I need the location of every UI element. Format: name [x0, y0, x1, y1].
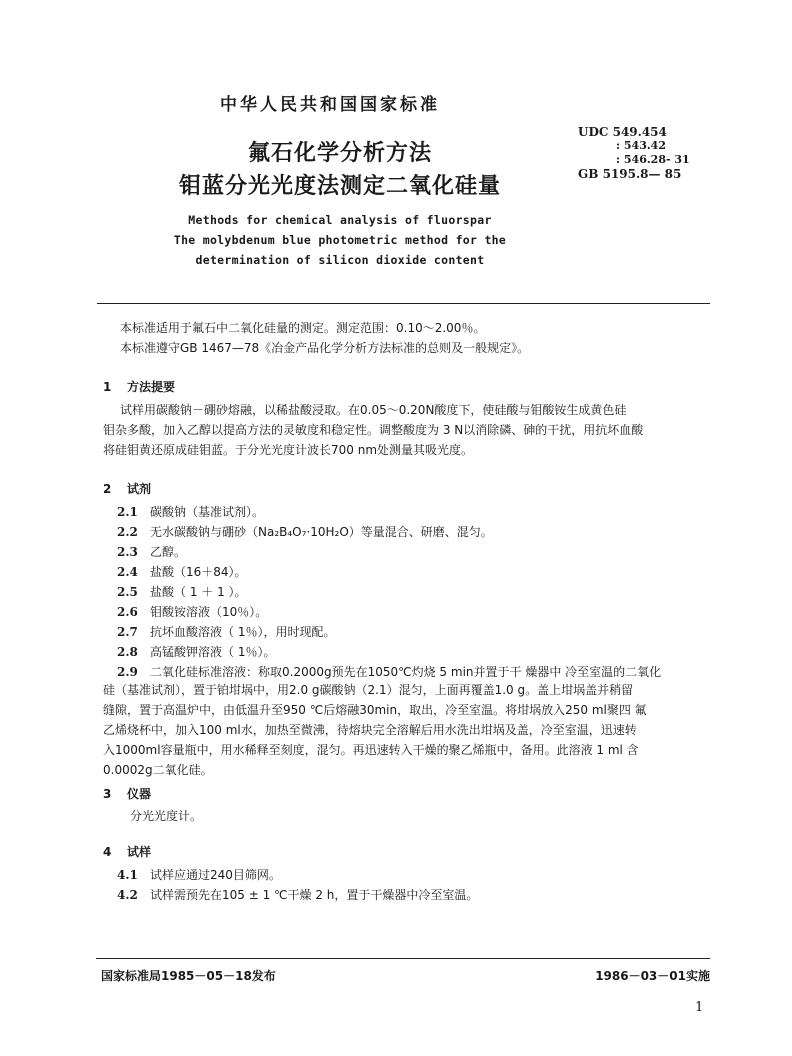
item-text: 盐酸（ 1 ＋ 1 ）。: [150, 585, 247, 599]
udc-line: : 543.42: [616, 139, 666, 152]
item-text: 钼酸铵溶液（10％）。: [150, 605, 268, 619]
item-number: 2.7: [117, 625, 138, 639]
section-title: 仪器: [127, 787, 152, 801]
item-number: 4.1: [117, 868, 138, 882]
section-4-heading: [103, 843, 151, 860]
item-number: 2.9: [117, 665, 138, 679]
reagent-item: [117, 563, 247, 580]
section-number: 3: [103, 787, 112, 801]
title-cn-line2: 钼蓝分光光度法测定二氧化硅量: [178, 174, 501, 199]
reagent-item: [117, 603, 267, 620]
item-number: 2.6: [117, 605, 138, 619]
reagent-item: [117, 523, 493, 540]
item-number: 4.2: [117, 888, 138, 902]
intro-scope: 本标准适用于氟石中二氧化硅量的测定。测定范围：0.10～2.00％。: [120, 321, 486, 335]
reagent-2-9-line: 硅（基准试剂），置于铂坩埚中，用2.0 g碳酸钠（2.1）混匀，上面再覆盖1.0 g。盖上坩埚盖并稍留: [103, 683, 634, 697]
item-number: 2.3: [117, 545, 138, 559]
item-text: 二氧化硅标准溶液：称取0.2000g预先在1050℃灼烧 5 min并置于干 燥器中 冷至室温的二氧化: [150, 665, 662, 679]
sample-item: [117, 866, 281, 883]
reagent-item: [117, 503, 264, 520]
item-text: 碳酸钠（基准试剂）。: [150, 505, 265, 519]
item-text: 高锰酸钾溶液（ 1％）。: [150, 645, 276, 659]
title-en-line2: The molybdenum blue photometric method for the: [173, 233, 507, 247]
reagent-2-9-line: 缝隙，置于高温炉中，由低温升至950 ℃后熔融30min，取出，冷至室温。将坩埚放入250 ml聚四 氟: [103, 703, 647, 717]
section-3-text: 分光光度计。: [130, 809, 203, 823]
reagent-item: [117, 543, 186, 560]
intro-compliance: 本标准遵守GB 1467—78《冶金产品化学分析方法标准的总则及一般规定》。: [120, 341, 530, 355]
udc-line: : 546.28- 31: [616, 153, 690, 166]
udc-line: UDC 549.454: [578, 125, 667, 139]
reagent-item: [117, 583, 247, 600]
reagent-2-9-line: 乙烯烧杯中，加入100 ml水，加热至微沸，待熔块完全溶解后用水洗出坩埚及盖，冷至室温，迅速转: [103, 723, 637, 737]
sample-item: [117, 886, 478, 903]
item-number: 2.2: [117, 525, 138, 539]
section-1-heading: [103, 378, 175, 395]
title-cn-line1: 氟石化学分析方法: [247, 141, 432, 166]
section-number: 4: [103, 845, 112, 859]
item-text: 抗坏血酸溶液（ 1％），用时现配。: [150, 625, 336, 639]
effective-date: 1986－03－01实施: [595, 969, 710, 983]
item-number: 2.1: [117, 505, 138, 519]
section-title: 试样: [127, 845, 152, 859]
item-text: 试样需预先在105 ± 1 ℃干燥 2 h，置于干燥器中冷至室温。: [150, 888, 479, 902]
footer-divider: [96, 958, 710, 959]
section-1-line: 将硅钼黄还原成硅钼蓝。于分光光度计波长700 nm处测量其吸光度。: [103, 443, 474, 457]
reagent-2-9-line: 0.0002g二氧化硅。: [103, 763, 213, 777]
page-number: 1: [695, 1000, 704, 1015]
section-number: 2: [103, 482, 112, 496]
item-text: 盐酸（16＋84）。: [150, 565, 247, 579]
item-number: 2.8: [117, 645, 138, 659]
reagent-item: [117, 643, 275, 660]
section-title: 试剂: [127, 482, 152, 496]
section-title: 方法提要: [127, 380, 176, 394]
title-en-line3: determination of silicon dioxide content: [195, 253, 485, 267]
section-2-heading: [103, 480, 151, 497]
reagent-2-9-line: 入1000ml容量瓶中，用水稀释至刻度，混匀。再迅速转入干燥的聚乙烯瓶中，备用。此溶液 1 ml 含: [103, 743, 639, 757]
section-1-line: 试样用碳酸钠－硼砂熔融，以稀盐酸浸取。在0.05～0.20N酸度下，使硅酸与钼酸铵生成黄色硅: [120, 403, 627, 417]
item-text: 无水碳酸钠与硼砂（Na₂B₄O₇·10H₂O）等量混合、研磨、混匀。: [150, 525, 493, 539]
item-number: 2.4: [117, 565, 138, 579]
item-number: 2.5: [117, 585, 138, 599]
section-number: 1: [103, 380, 112, 394]
header-divider: [97, 303, 710, 304]
section-1-line: 钼杂多酸，加入乙醇以提高方法的灵敏度和稳定性。调整酸度为 3 N以消除磷、砷的干扰，用抗坏血酸: [103, 423, 644, 437]
item-text: 乙醇。: [150, 545, 187, 559]
reagent-item: [117, 623, 335, 640]
gb-code: GB 5195.8— 85: [578, 167, 682, 181]
issued-date: 国家标准局1985－05－18发布: [101, 969, 276, 983]
section-3-heading: [103, 785, 151, 802]
national-standard-heading: 中华人民共和国国家标准: [220, 95, 440, 115]
title-en-line1: Methods for chemical analysis of fluorspar: [188, 213, 492, 227]
item-text: 试样应通过240目筛网。: [150, 868, 281, 882]
reagent-item-2-9: [117, 663, 661, 680]
